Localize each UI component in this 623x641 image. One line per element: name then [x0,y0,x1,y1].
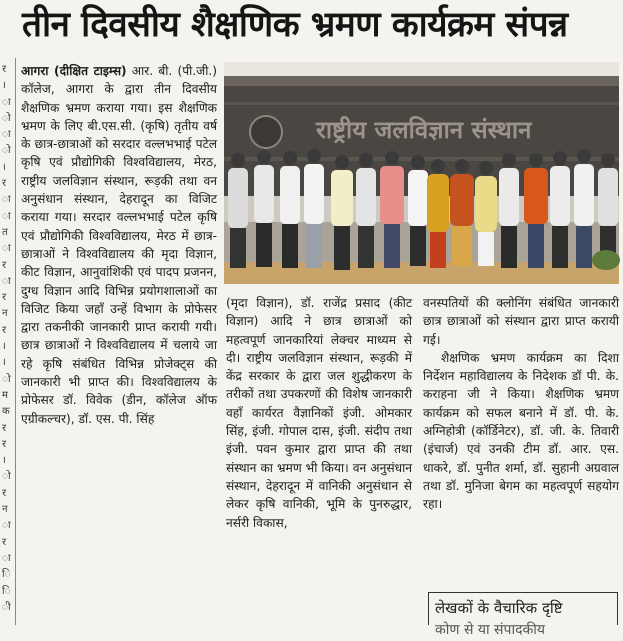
article-column-1 [21,62,217,616]
teaser-line-2: कोण से या संपादकीय [435,622,546,638]
article-column-2 [226,294,412,610]
margin-fragment: र [2,178,7,190]
column3-paragraph-1: वनस्पतियों की क्लोनिंग संबंधित जानकारी छात्र छात्राओं को संस्थान द्वारा प्राप्त करायी गई। [423,296,619,347]
margin-fragment: ो [2,471,11,483]
margin-fragment: ो [2,373,11,385]
margin-fragment: म [2,389,8,401]
dateline: आगरा (दीक्षित टाइम्स) [21,64,127,78]
margin-fragment: । [2,455,6,467]
margin-fragment: । [2,357,6,369]
headline: तीन दिवसीय शैक्षणिक भ्रमण कार्यक्रम संपन्न [22,5,568,45]
margin-fragment: ि [2,569,11,581]
margin-fragment: र [2,259,7,271]
margin-fragment: र [2,64,7,75]
column2-text: (मृदा विज्ञान), डॉ. राजेंद्र प्रसाद (कीट विज्ञान) आदि ने छात्र छात्राओं को महत्वपूर्ण जानकारियां लेक्चर माध्यम से दी। राष्ट्रीय जलविज्ञान संस्थान, रूड़की में केंद्र सरकार के द्वारा जल शुद्धीकरण के तरीकों तथा उपकरणों की विशेष जानकारी वहाँ कार्यरत वैज्ञानिकों इंजी. ओमकार सिंह, इंजी. गोपाल दास, इंजी. संदीप तथा इंजी. पवन कुमार द्वारा प्राप्त की तथा संस्थान का भ्रमण भी किया। वन अनुसंधान संस्थान, देहरादून में वानिकी अनुसंधान से लेकर कृषि वानिकी, भूमि के पुनरुद्धार, नर्सरी विकास, [226,296,412,530]
margin-fragment: । [2,161,6,173]
margin-fragment: ा [2,243,11,255]
margin-fragment: र [2,324,7,336]
opinion-teaser-box[interactable] [428,592,618,638]
margin-fragment: त [2,226,8,238]
margin-fragment: क [2,406,10,418]
teaser-line-1: लेखकों के वैचारिक दृष्टि [435,599,563,617]
margin-fragment: ो [2,112,11,124]
margin-fragment: ा [2,129,11,141]
column3-paragraph-2: शैक्षणिक भ्रमण कार्यक्रम का दिशा निर्देशन महाविद्यालय के निदेशक डॉ पी. के. कराहना जी ने किया। शैक्षणिक भ्रमण कार्यक्रम को सफल बनाने में डॉ. पी. के. अग्निहोत्री (कॉर्डिनेटर), डॉ. जी. के. तिवारी (इंचार्ज) एवं उनकी टीम डॉ. आर. एस. धाकरे, डॉ. पुनीत शर्मा, डॉ. सुहानी अग्रवाल तथा डॉ. मुनिजा बेगम का महत्वपूर्ण सहयोग रहा। [423,350,619,512]
margin-fragment: र [2,292,7,304]
margin-fragment: ा [2,194,11,206]
building-sign: राष्ट्रीय जलविज्ञान संस्थान [316,116,532,144]
margin-fragment: ा [2,520,11,532]
margin-fragment: । [2,341,6,353]
margin-fragment: र [2,422,7,434]
margin-fragment: ा [2,552,11,564]
margin-fragment: न [2,504,8,516]
margin-fragment: ो [2,145,11,157]
margin-fragment: ा [2,275,11,287]
column-rule [15,58,16,625]
article-column-3 [423,294,619,586]
margin-fragment: ि [2,585,11,597]
margin-fragment: । [2,80,6,92]
column1-text: आर. बी. (पी.जी.) कॉलेज, आगरा के द्वारा तीन दिवसीय शैक्षणिक भ्रमण कराया गया। इस शैक्षणिक भ्रमण के लिए बी.एस.सी. (कृषि) तृतीय वर्ष के छात्र-छात्राओं को सरदार वल्लभभाई पटेल कृषि एवं प्रौद्योगिकी विश्वविद्यालय, मेरठ, राष्ट्रीय जलविज्ञान संस्थान, रूड़की तथा वन अनुसंधान संस्थान, देहरादून का विजिट कराया गया। सरदार वल्लभभाई पटेल कृषि एवं प्रौद्योगिकी विश्वविद्यालय, मेरठ में छात्र-छात्राओं ने विश्वविद्यालय की मृदा विज्ञान, कीट विज्ञान, आनुवांशिकी एवं पादप प्रजनन, दुग्ध विज्ञान आदि विभिन्न प्रयोगशालाओं का विजिट किया जहाँ उन्हें विभाग के प्रोफेसर द्वारा तकनीकी जानकारी प्राप्त करायी गयी। छात्र छात्राओं ने विश्वविद्यालय में चलाये जा रहे कृषि संबंधित विभिन्न प्रोजेक्ट्स की जानकारी भी प्राप्त की। विश्वविद्यालय के प्रोफेसर डॉ. विवेक (डीन, कॉलेज ऑफ एग्रीकल्चर), डॉ. एस. पी. सिंह [21,64,217,426]
margin-fragment: न [2,308,8,320]
group-photo [224,62,619,284]
margin-fragment: ा [2,96,11,108]
margin-fragment: र [2,438,7,450]
previous-article-margin [0,62,14,622]
group-photo-illustration [224,62,619,284]
margin-fragment: र [2,536,7,548]
margin-fragment: ी [2,601,11,613]
margin-fragment: र [2,487,7,499]
margin-fragment: ा [2,210,11,222]
